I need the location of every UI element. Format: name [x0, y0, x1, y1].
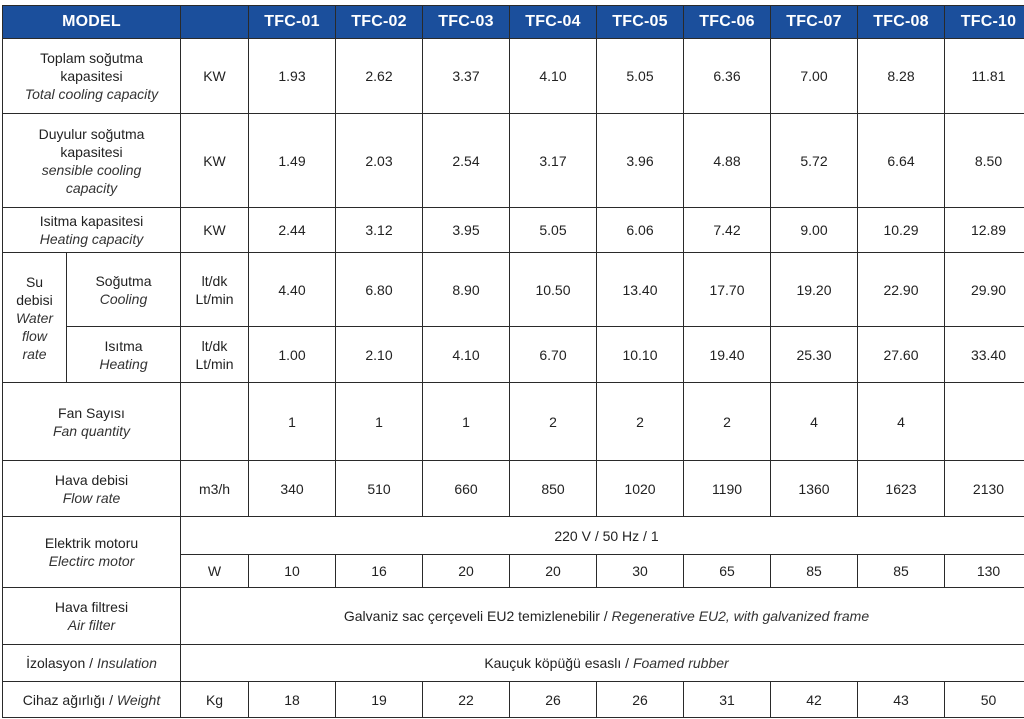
value-cell: 65	[684, 555, 771, 588]
value-cell: 6.06	[597, 208, 684, 253]
unit-text: lt/dk	[201, 272, 228, 289]
value-cell: 42	[771, 682, 858, 718]
model-header: MODEL	[3, 6, 181, 39]
value-cell: 5.05	[597, 39, 684, 114]
power-supply-cell: 220 V / 50 Hz / 1	[181, 517, 1024, 555]
value-cell: 19.20	[771, 253, 858, 327]
value-cell: 22.90	[858, 253, 945, 327]
unit-text: Lt/min	[195, 290, 234, 307]
model-name: TFC-05	[597, 6, 684, 39]
value-cell: 6.80	[336, 253, 423, 327]
value-cell: 43	[858, 682, 945, 718]
label-en: Air filter	[67, 617, 116, 633]
value-cell	[945, 383, 1024, 461]
value-cell: 2	[684, 383, 771, 461]
label-en: Heating capacity	[39, 231, 144, 247]
value-cell: 27.60	[858, 327, 945, 383]
unit-header	[181, 6, 249, 39]
row-label	[3, 517, 181, 588]
label-en: Water	[15, 309, 54, 326]
unit-cell: m3/h	[181, 461, 249, 517]
air-filter-value	[181, 588, 1024, 645]
value-cell: 20	[423, 555, 510, 588]
row-total-cooling	[3, 39, 1024, 114]
row-label	[3, 645, 181, 682]
row-label	[3, 461, 181, 517]
label-tr: Toplam soğutma	[40, 50, 143, 66]
value-cell: 3.17	[510, 114, 597, 208]
value-cell: 1623	[858, 461, 945, 517]
value-cell: 1.00	[249, 327, 336, 383]
label-en: Heating	[99, 355, 148, 372]
value-cell: 13.40	[597, 253, 684, 327]
header-row	[3, 6, 1024, 39]
row-air-flow	[3, 461, 1024, 517]
row-label	[3, 39, 181, 114]
value-cell: 1190	[684, 461, 771, 517]
value-cell: 18	[249, 682, 336, 718]
value-cell: 2.10	[336, 327, 423, 383]
value-cell: 6.70	[510, 327, 597, 383]
value-cell: 85	[771, 555, 858, 588]
label-tr: Hava filtresi	[54, 599, 129, 615]
label-tr: Isıtma	[104, 337, 143, 354]
row-water-flow-heating	[3, 327, 1024, 383]
row-label	[3, 208, 181, 253]
value-cell: 1.49	[249, 114, 336, 208]
label-tr: İzolasyon /	[26, 655, 94, 671]
label-tr: Su	[25, 273, 44, 290]
row-air-filter	[3, 588, 1024, 645]
value-cell: 3.96	[597, 114, 684, 208]
unit-cell	[181, 383, 249, 461]
unit-cell	[181, 253, 249, 327]
value-cell: 660	[423, 461, 510, 517]
label-en: capacity	[65, 179, 118, 196]
label-en: Weight	[116, 691, 161, 708]
value-cell: 25.30	[771, 327, 858, 383]
value-cell: 2.54	[423, 114, 510, 208]
label-tr: Duyulur soğutma	[38, 125, 145, 142]
value-cell: 31	[684, 682, 771, 718]
value-cell: 10.50	[510, 253, 597, 327]
model-name: TFC-03	[423, 6, 510, 39]
value-tr: Kauçuk köpüğü esaslı /	[484, 655, 630, 671]
value-cell: 2.62	[336, 39, 423, 114]
unit-text: lt/dk	[201, 337, 228, 354]
value-en: Regenerative EU2, with galvanized frame	[611, 608, 870, 624]
value-cell: 33.40	[945, 327, 1024, 383]
model-name: TFC-08	[858, 6, 945, 39]
value-cell: 3.37	[423, 39, 510, 114]
label-tr: debisi	[16, 291, 53, 308]
value-cell: 10.29	[858, 208, 945, 253]
value-cell: 30	[597, 555, 684, 588]
water-flow-group-label	[3, 253, 67, 383]
value-cell: 50	[945, 682, 1024, 718]
label-tr: Cihaz ağırlığı /	[22, 691, 114, 708]
row-label	[3, 682, 181, 718]
unit-cell: KW	[181, 208, 249, 253]
label-en: Flow rate	[62, 489, 121, 506]
value-cell: 6.64	[858, 114, 945, 208]
label-tr: Elektrik motoru	[44, 535, 139, 551]
value-cell: 7.42	[684, 208, 771, 253]
value-cell: 20	[510, 555, 597, 588]
value-cell: 29.90	[945, 253, 1024, 327]
value-cell: 26	[597, 682, 684, 718]
value-cell: 19.40	[684, 327, 771, 383]
value-cell: 510	[336, 461, 423, 517]
value-cell: 2.44	[249, 208, 336, 253]
value-cell: 4	[858, 383, 945, 461]
value-cell: 340	[249, 461, 336, 517]
value-cell: 10.10	[597, 327, 684, 383]
value-cell: 5.72	[771, 114, 858, 208]
value-cell: 3.12	[336, 208, 423, 253]
value-cell: 85	[858, 555, 945, 588]
value-cell: 22	[423, 682, 510, 718]
value-en: Foamed rubber	[632, 655, 729, 671]
model-name: TFC-10	[945, 6, 1024, 39]
value-cell: 850	[510, 461, 597, 517]
value-cell: 5.05	[510, 208, 597, 253]
model-name: TFC-04	[510, 6, 597, 39]
value-cell: 16	[336, 555, 423, 588]
value-cell: 12.89	[945, 208, 1024, 253]
unit-cell: KW	[181, 114, 249, 208]
value-cell: 2	[597, 383, 684, 461]
value-cell: 10	[249, 555, 336, 588]
row-weight	[3, 682, 1024, 718]
unit-text: Lt/min	[195, 355, 234, 372]
label-tr: Isitma kapasitesi	[39, 213, 144, 229]
value-cell: 2.03	[336, 114, 423, 208]
label-tr: kapasitesi	[60, 143, 123, 160]
specification-table	[2, 5, 1024, 718]
value-cell: 1	[336, 383, 423, 461]
value-cell: 1020	[597, 461, 684, 517]
value-cell: 1360	[771, 461, 858, 517]
row-heating-capacity	[3, 208, 1024, 253]
unit-cell: Kg	[181, 682, 249, 718]
value-cell: 7.00	[771, 39, 858, 114]
value-cell: 1.93	[249, 39, 336, 114]
row-label	[3, 588, 181, 645]
label-en: sensible cooling	[41, 161, 142, 178]
model-name: TFC-06	[684, 6, 771, 39]
value-cell: 4	[771, 383, 858, 461]
value-cell: 1	[249, 383, 336, 461]
label-en: Electirc motor	[48, 553, 135, 569]
label-en: rate	[22, 345, 47, 362]
row-label	[3, 383, 181, 461]
row-label	[67, 253, 181, 327]
model-name: TFC-07	[771, 6, 858, 39]
label-en: flow	[22, 327, 47, 344]
value-cell: 26	[510, 682, 597, 718]
insulation-value	[181, 645, 1024, 682]
value-cell: 4.40	[249, 253, 336, 327]
value-cell: 19	[336, 682, 423, 718]
value-cell: 8.50	[945, 114, 1024, 208]
value-cell: 4.88	[684, 114, 771, 208]
unit-cell: W	[181, 555, 249, 588]
row-electric-motor-supply	[3, 517, 1024, 555]
value-cell: 11.81	[945, 39, 1024, 114]
label-tr: Hava debisi	[54, 471, 129, 488]
unit-cell: KW	[181, 39, 249, 114]
label-en: Cooling	[99, 290, 148, 307]
model-name: TFC-01	[249, 6, 336, 39]
value-cell: 1	[423, 383, 510, 461]
row-label	[3, 114, 181, 208]
value-cell: 3.95	[423, 208, 510, 253]
value-cell: 2	[510, 383, 597, 461]
value-tr: Galvaniz sac çerçeveli EU2 temizlenebilir /	[343, 608, 608, 624]
label-en: Fan quantity	[52, 422, 131, 439]
row-fan-quantity	[3, 383, 1024, 461]
row-insulation	[3, 645, 1024, 682]
label-tr: Soğutma	[95, 272, 152, 289]
model-name: TFC-02	[336, 6, 423, 39]
label-en: Insulation	[96, 655, 157, 671]
value-cell: 4.10	[423, 327, 510, 383]
row-label	[67, 327, 181, 383]
value-cell: 2130	[945, 461, 1024, 517]
label-tr: Fan Sayısı	[58, 404, 125, 421]
value-cell: 8.28	[858, 39, 945, 114]
label-en: Total cooling capacity	[24, 86, 159, 102]
row-sensible-cooling	[3, 114, 1024, 208]
value-cell: 17.70	[684, 253, 771, 327]
value-cell: 130	[945, 555, 1024, 588]
label-tr: kapasitesi	[60, 68, 123, 84]
row-water-flow-cooling	[3, 253, 1024, 327]
unit-cell	[181, 327, 249, 383]
value-cell: 9.00	[771, 208, 858, 253]
value-cell: 8.90	[423, 253, 510, 327]
value-cell: 6.36	[684, 39, 771, 114]
value-cell: 4.10	[510, 39, 597, 114]
